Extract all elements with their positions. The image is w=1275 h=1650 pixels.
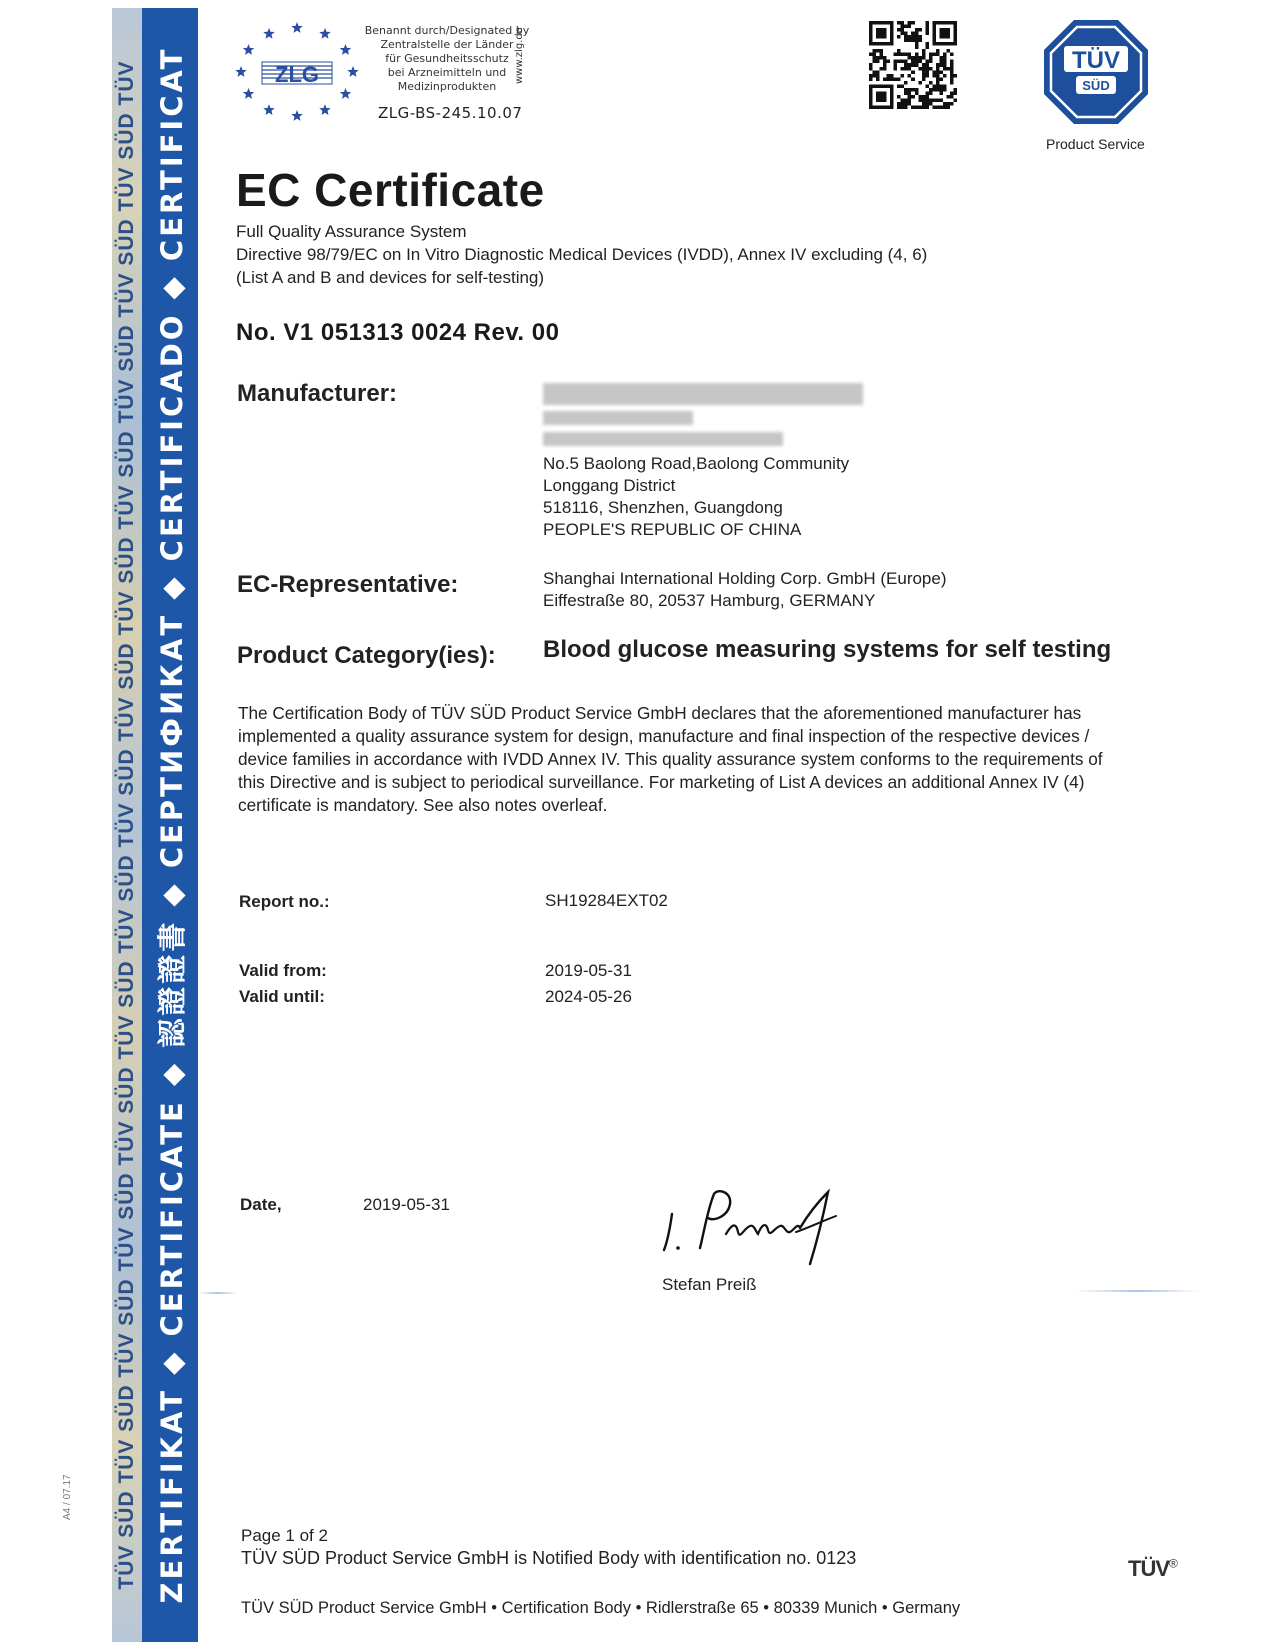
star-icon [235, 66, 246, 77]
side-band-text: ZERTIFIKAT ◆ CERTIFICATE ◆ 認證證書 ◆ СЕРТИФИКАТ ◆ CERTIFICADO ◆ CERTIFICAT [155, 46, 189, 1604]
zlg-line: Zentralstelle der Länder [380, 38, 514, 51]
tuv-logo-caption: Product Service [1046, 136, 1145, 152]
declaration-text: The Certification Body of TÜV SÜD Product Service GmbH declares that the aforementioned manufacturer has implemented a quality assurance system for design, manufacture and final inspection of the respective devices / device families in accordance with IVDD Annex IV. This quality assurance system conforms to the requirements of this Directive and is subject to periodical surveillance. For marketing of List A devices an additional Annex IV (4) certificate is mandatory. See also notes overleaf. [238, 703, 1103, 815]
product-category-label: Product Category(ies): [237, 642, 496, 669]
valid-until-value: 2024-05-26 [545, 987, 632, 1006]
date-value: 2019-05-31 [363, 1195, 450, 1214]
star-icon [243, 88, 254, 99]
star-icon [243, 44, 254, 55]
zlg-line: bei Arzneimitteln und [387, 66, 507, 79]
date-label: Date, [240, 1195, 282, 1214]
scan-artifact-line [1075, 1290, 1200, 1292]
zlg-url: www.zlg.de [514, 27, 525, 84]
tuv-wordmark-text: TÜV [1128, 1556, 1169, 1581]
certificate-number: No. V1 051313 0024 Rev. 00 [236, 319, 560, 346]
zlg-line: Medizinprodukten [397, 80, 497, 93]
certificate-side-band [112, 8, 198, 1642]
representative-address [543, 568, 947, 612]
handwritten-signature [660, 1188, 870, 1268]
representative-label: EC-Representative: [237, 571, 459, 598]
signer-name: Stefan Preiß [662, 1275, 757, 1294]
star-icon [291, 110, 302, 121]
manufacturer-label: Manufacturer: [237, 380, 398, 407]
registered-mark: ® [1169, 1556, 1177, 1571]
representative-line: Eiffestraße 80, 20537 Hamburg, GERMANY [543, 591, 876, 610]
address-line: 518116, Shenzhen, Guangdong [543, 498, 783, 517]
star-icon [340, 88, 351, 99]
qr-code [869, 21, 957, 109]
address-line: No.5 Baolong Road,Baolong Community [543, 454, 850, 473]
tuv-logo-bottom: SÜD [1082, 78, 1110, 93]
zlg-designation [357, 24, 537, 94]
star-icon [319, 28, 330, 39]
representative-line: Shanghai International Holding Corp. GmbH (Europe) [543, 569, 947, 588]
valid-from-label: Valid from: [239, 961, 327, 980]
subtitle-line: Directive 98/79/EC on In Vitro Diagnostic Medical Devices (IVDD), Annex IV excluding (4, 6) [236, 245, 928, 264]
valid-until-label: Valid until: [239, 987, 325, 1006]
tuv-logo-top: TÜV [1072, 47, 1120, 74]
star-icon [263, 28, 274, 39]
tuv-wordmark [1128, 1556, 1177, 1582]
certificate-title: EC Certificate [236, 164, 545, 216]
product-category-value: Blood glucose measuring systems for self testing [543, 636, 1112, 663]
redacted-manufacturer-line [543, 432, 783, 446]
zlg-line: Benannt durch/Designated by [364, 24, 530, 37]
zlg-logo-text: ZLG [275, 62, 319, 87]
subtitle-line: (List A and B and devices for self-testing) [236, 268, 545, 287]
redacted-manufacturer-name [543, 383, 863, 405]
star-icon [291, 22, 302, 33]
star-icon [340, 44, 351, 55]
notified-body-statement: TÜV SÜD Product Service GmbH is Notified Body with identification no. 0123 [241, 1548, 857, 1568]
tuv-sud-logo [1042, 18, 1150, 126]
star-icon [319, 104, 330, 115]
zlg-code: ZLG-BS-245.10.07 [378, 104, 523, 122]
star-icon [263, 104, 274, 115]
scan-artifact-line [198, 1292, 238, 1294]
zlg-stars-logo [232, 20, 362, 124]
address-line: PEOPLE'S REPUBLIC OF CHINA [543, 520, 802, 539]
valid-from-value: 2019-05-31 [545, 961, 632, 980]
address-line: Longgang District [543, 476, 676, 495]
subtitle-line: Full Quality Assurance System [236, 222, 467, 241]
manufacturer-address [543, 453, 849, 541]
report-number: SH19284EXT02 [545, 891, 668, 910]
form-code: A4 / 07.17 [62, 1474, 73, 1520]
report-label: Report no.: [239, 892, 330, 911]
hologram-strip-text: TÜV SÜD TÜV SÜD TÜV SÜD TÜV SÜD TÜV SÜD TÜV SÜD TÜV SÜD TÜV SÜD TÜV SÜD TÜV SÜD TÜV SÜD TÜV SÜD TÜV SÜD TÜV SÜD TÜV [115, 60, 138, 1590]
page-indicator: Page 1 of 2 [241, 1526, 328, 1545]
hologram-strip [112, 8, 142, 1642]
footer-address: TÜV SÜD Product Service GmbH • Certification Body • Ridlerstraße 65 • 80339 Munich • Germany [241, 1599, 961, 1617]
redacted-manufacturer-line [543, 411, 693, 425]
zlg-line: für Gesundheitsschutz [385, 52, 509, 65]
